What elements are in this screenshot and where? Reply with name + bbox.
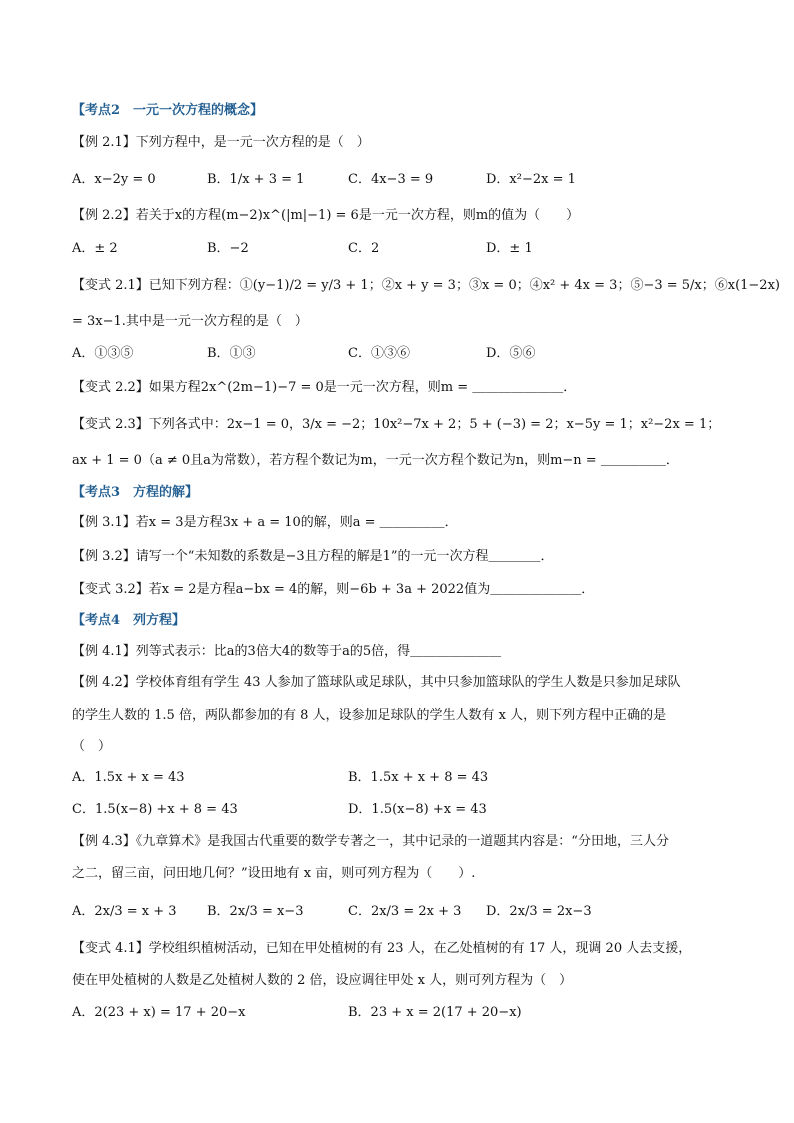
example-3-1: 【例 3.1】若x = 3是方程3x + a = 10的解，则a = ＿＿＿＿＿．: [72, 515, 458, 530]
option-b: B．23 + x = 2(17 + 20−x): [348, 1005, 522, 1020]
example-4-2-line1: 【例 4.2】学校体育组有学生 43 人参加了篮球队或足球队，其中只参加篮球队的学生人数是只参加足球队: [72, 675, 681, 690]
example-4-3-line1: 【例 4.3】《九章算术》是我国古代重要的数学专著之一，其中记录的一道题其内容是：“分田地，三人分: [72, 834, 669, 849]
variant-2-2: 【变式 2.2】如果方程2x^(2m−1)−7 = 0是一元一次方程，则m = ＿＿＿＿＿＿＿．: [72, 380, 577, 395]
example-3-2: 【例 3.2】请写一个“未知数的系数是−3且方程的解是1”的一元一次方程＿＿＿＿．: [72, 549, 554, 564]
option-a: A．1.5x + x = 43: [72, 770, 185, 785]
example-4-2-line2: 的学生人数的 1.5 倍，两队都参加的有 8 人，设参加足球队的学生人数有 x 人，则下列方程中正确的是: [72, 708, 667, 723]
option-a: A．2(23 + x) = 17 + 20−x: [72, 1005, 246, 1020]
option-a: A．x−2y = 0: [72, 172, 156, 187]
option-d: D．± 1: [486, 241, 533, 256]
variant-4-1-line1: 【变式 4.1】学校组织植树活动，已知在甲处植树的有 23 人，在乙处植树的有 17 人，现调 20 人去支援，: [72, 941, 692, 956]
variant-2-1-line1: 【变式 2.1】已知下列方程：①(y−1)/2 = y/3 + 1；②x + y = 3；③x = 0；④x² + 4x = 3；⑤−3 = 5/x；⑥x(1−2x): [72, 278, 780, 293]
example-2-2: 【例 2.2】若关于x的方程(m−2)x^(|m|−1) = 6是一元一次方程，则m的值为（ ）: [72, 208, 580, 223]
option-d: D．x²−2x = 1: [486, 172, 576, 187]
option-b: B．2x/3 = x−3: [207, 904, 304, 919]
option-c: C．2: [348, 241, 380, 256]
option-c: C．2x/3 = 2x + 3: [348, 904, 462, 919]
option-d: D．2x/3 = 2x−3: [486, 904, 592, 919]
variant-2-1-line2: = 3x−1.其中是一元一次方程的是（ ）: [72, 314, 308, 329]
option-d: D．1.5(x−8) +x = 43: [348, 802, 487, 817]
option-a: A．± 2: [72, 241, 118, 256]
section-heading-2: 【考点2 一元一次方程的概念】: [72, 103, 264, 118]
option-a: A．①③⑤: [72, 346, 134, 361]
variant-2-3-line1: 【变式 2.3】下列各式中：2x−1 = 0，3/x = −2；10x²−7x + 2；5 + (−3) = 2；x−5y = 1；x²−2x = 1；: [72, 417, 721, 432]
option-c: C．1.5(x−8) +x + 8 = 43: [72, 802, 238, 817]
option-b: B．1.5x + x + 8 = 43: [348, 770, 489, 785]
section-heading-4: 【考点4 列方程】: [72, 613, 186, 628]
example-4-2-line3: （ ）: [72, 739, 112, 754]
option-d: D．⑤⑥: [486, 346, 536, 361]
option-b: B．−2: [207, 241, 249, 256]
variant-2-3-line2: ax + 1 = 0（a ≠ 0且a为常数），若方程个数记为m，一元一次方程个数记为n，则m−n = ＿＿＿＿＿．: [72, 453, 679, 468]
example-4-1: 【例 4.1】列等式表示：比a的3倍大4的数等于a的5倍，得＿＿＿＿＿＿＿: [72, 644, 502, 659]
example-2-1: 【例 2.1】下列方程中，是一元一次方程的是（ ）: [72, 135, 370, 150]
example-4-3-line2: 之二，留三亩，问田地几何？”设田地有 x 亩，则可列方程为（ ）.: [72, 866, 476, 881]
section-heading-3: 【考点3 方程的解】: [72, 485, 199, 500]
variant-4-1-line2: 使在甲处植树的人数是乙处植树人数的 2 倍，设应调往甲处 x 人，则可列方程为（ ）: [72, 973, 573, 988]
variant-3-2: 【变式 3.2】若x = 2是方程a−bx = 4的解，则−6b + 3a + 2022值为＿＿＿＿＿＿＿．: [72, 582, 595, 597]
option-c: C．①③⑥: [348, 346, 410, 361]
option-b: B．①③: [207, 346, 256, 361]
option-a: A．2x/3 = x + 3: [72, 904, 177, 919]
option-b: B．1/x + 3 = 1: [207, 172, 305, 187]
option-c: C．4x−3 = 9: [348, 172, 434, 187]
